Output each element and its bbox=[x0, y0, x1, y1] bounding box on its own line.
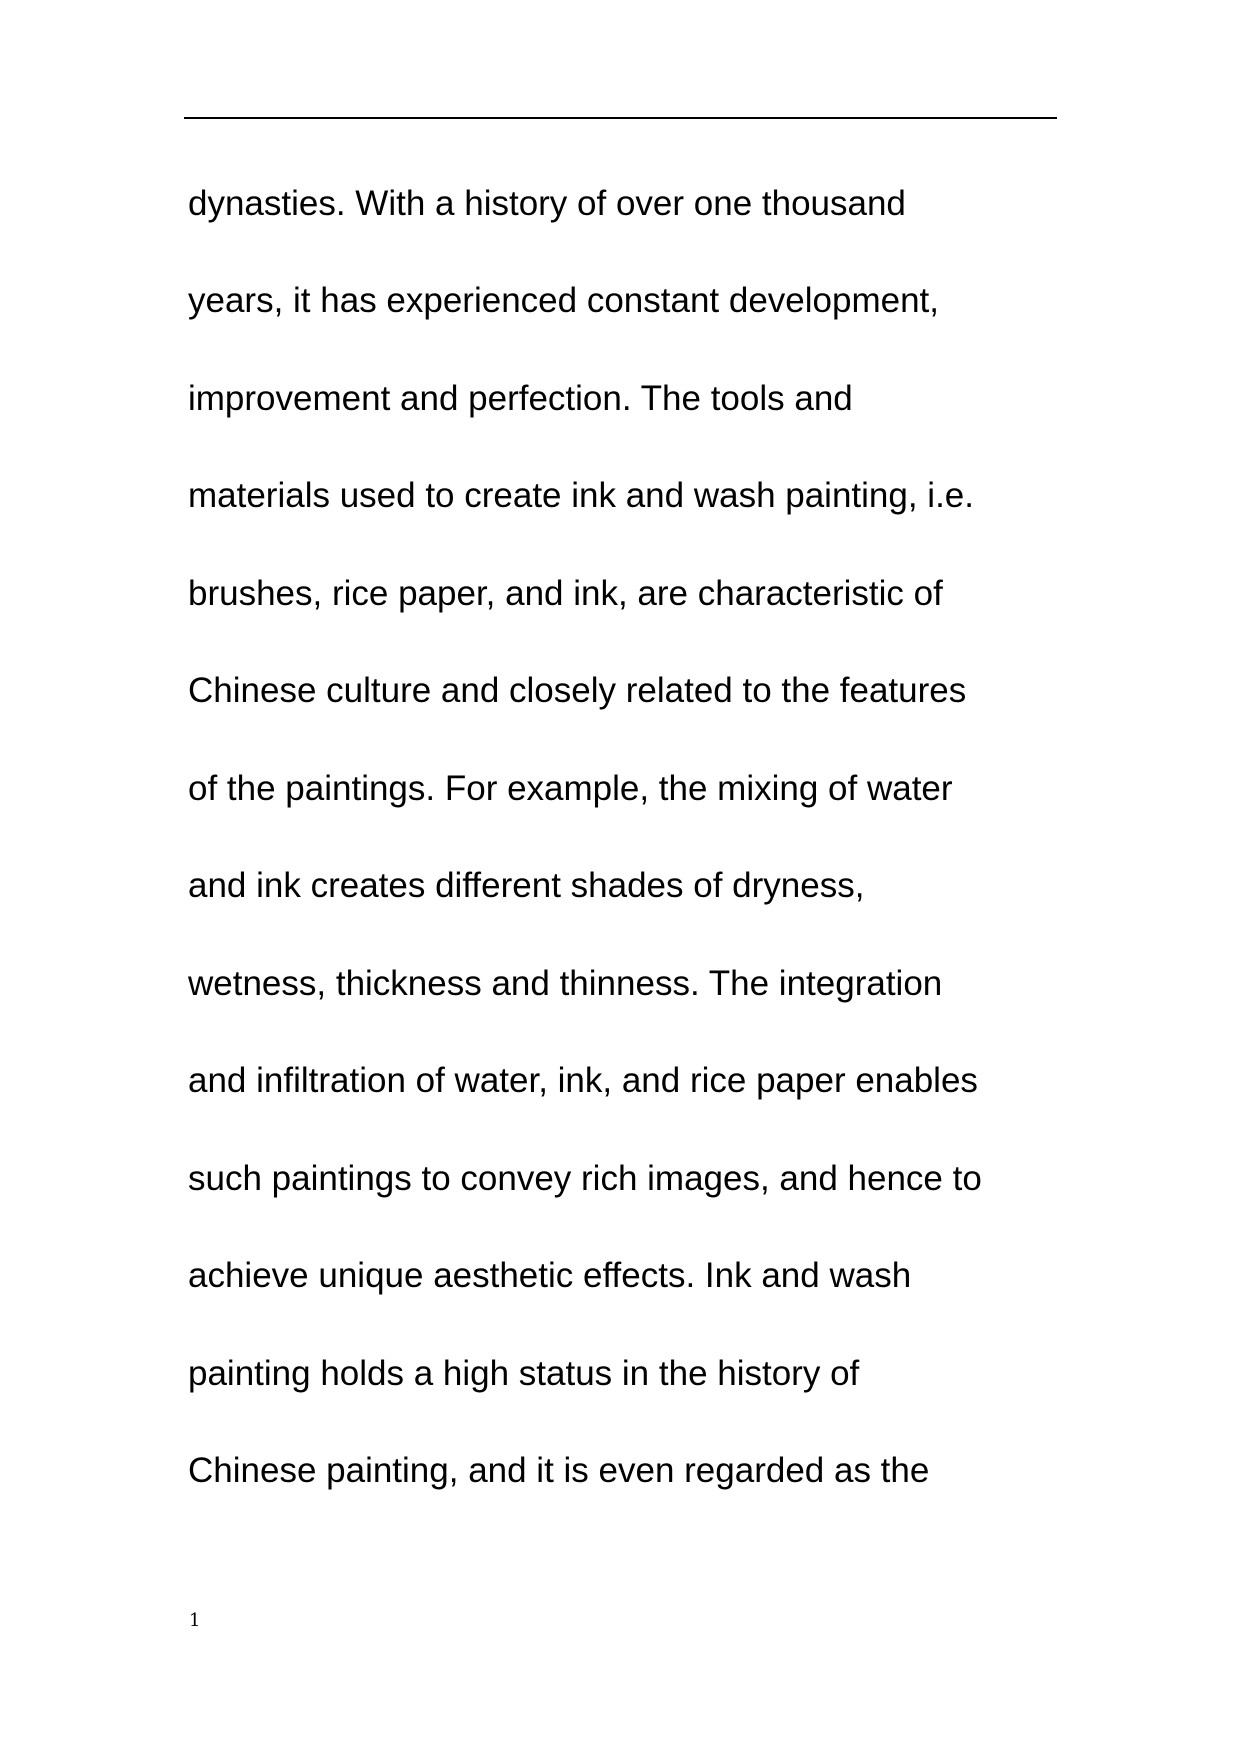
text-line: dynasties. With a history of over one thousand bbox=[188, 184, 906, 223]
text-line: of the paintings. For example, the mixing of water bbox=[188, 769, 953, 808]
text-line: such paintings to convey rich images, and hence to bbox=[188, 1159, 982, 1198]
text-line: brushes, rice paper, and ink, are characteristic of bbox=[188, 574, 943, 613]
text-line: achieve unique aesthetic effects. Ink and wash bbox=[188, 1256, 912, 1295]
text-line: and infiltration of water, ink, and rice paper enables bbox=[188, 1061, 978, 1100]
text-line: wetness, thickness and thinness. The integration bbox=[188, 964, 943, 1003]
text-line: and ink creates different shades of dryness, bbox=[188, 866, 865, 905]
text-line: improvement and perfection. The tools and bbox=[188, 379, 853, 418]
text-line: Chinese culture and closely related to the features bbox=[188, 671, 967, 710]
text-line: years, it has experienced constant development, bbox=[188, 281, 939, 320]
text-line: materials used to create ink and wash painting, i.e. bbox=[188, 476, 974, 515]
page-number: 1 bbox=[189, 1610, 201, 1631]
text-line: painting holds a high status in the history of bbox=[188, 1354, 860, 1393]
text-line: Chinese painting, and it is even regarded as the bbox=[188, 1451, 930, 1490]
